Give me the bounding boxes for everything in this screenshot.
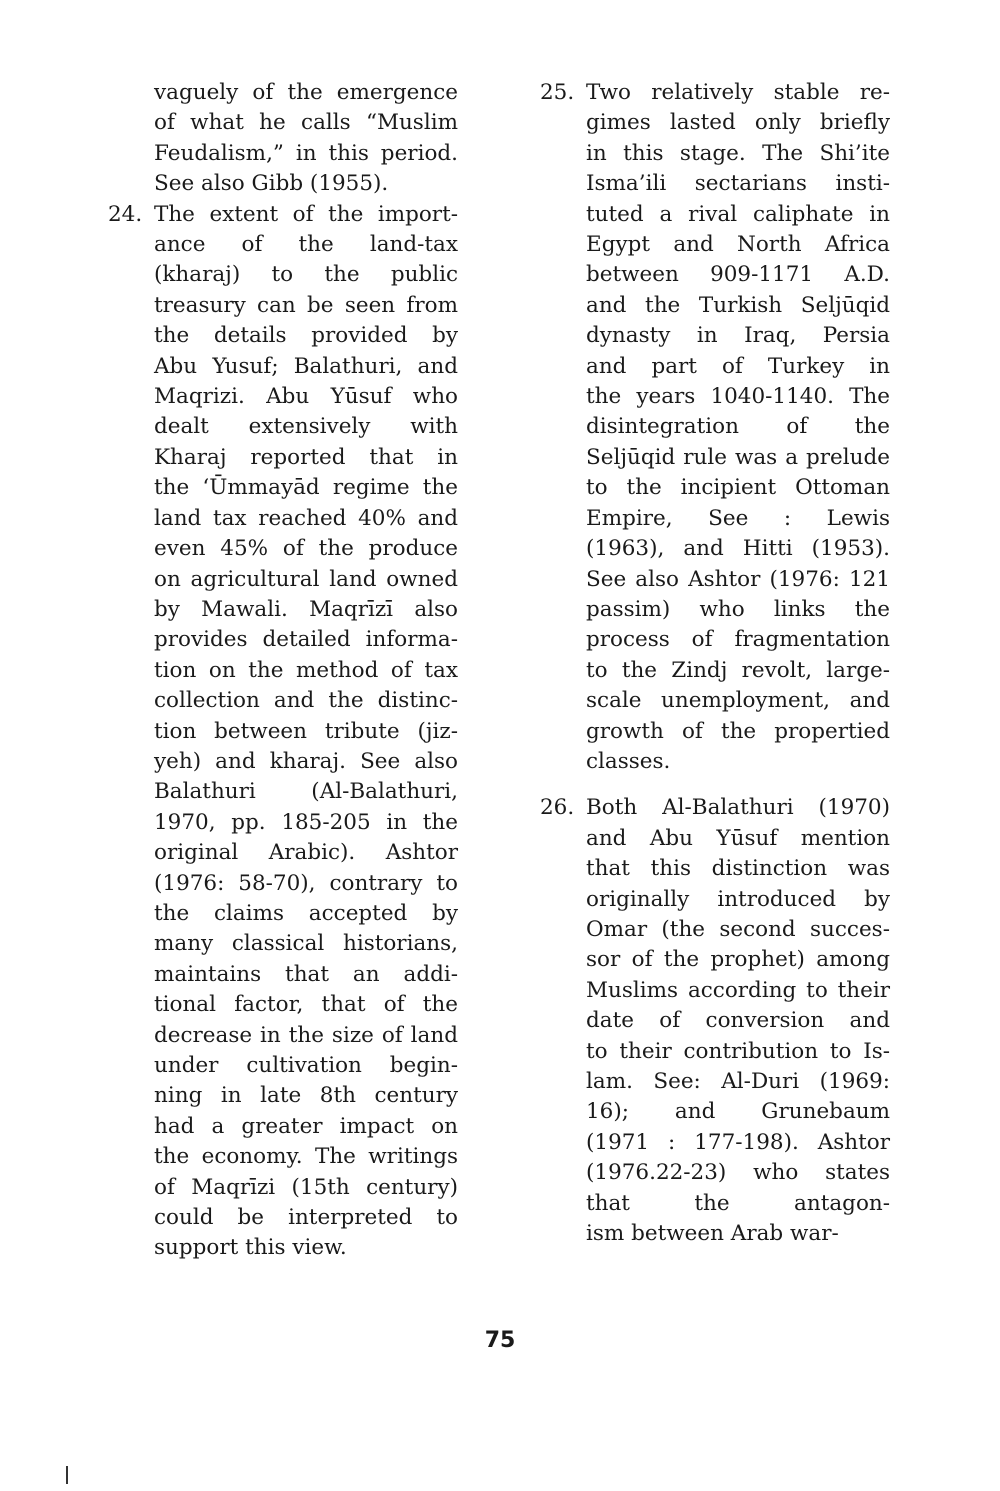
text-line: original Arabic). Ashtor [154,840,458,866]
text-line: support this view. [154,1235,347,1261]
text-line: had a greater impact on [154,1113,458,1139]
text-line: between 909-1171 A.D. [586,262,890,288]
text-line: the years 1040-1140. The [586,384,890,410]
footnote-continuation [108,78,458,200]
text-line: ance of the land-tax [154,232,458,258]
text-line: (kharaj) to the public [154,262,458,288]
text-line: See also Gibb (1955). [154,171,389,197]
text-line: to their contribution to Is- [586,1038,890,1064]
text-line: originally introduced by [586,886,890,912]
text-line: the economy. The writings [154,1144,458,1170]
text-line: tion on the method of tax [154,657,458,683]
text-line: the claims accepted by [154,900,458,926]
text-line: could be interpreted to [154,1205,458,1231]
text-line: yeh) and kharaj. See also [154,748,458,774]
text-line: the ‘Ūmmayād regime the [154,475,458,501]
text-line: and part of Turkey in [586,353,890,379]
text-line: Empire, See : Lewis [586,505,890,531]
text-line: under cultivation begin- [154,1053,458,1078]
text-line: that the antagon- [586,1190,890,1216]
text-line: even 45% of the produce [154,536,458,562]
text-line: on agricultural land owned [154,566,458,592]
footnote-26 [540,793,890,1249]
text-line: process of fragmentation [586,627,890,653]
text-line: ism between Arab war- [586,1221,839,1247]
text-line: passim) who links the [586,596,890,622]
text-line: The extent of the import- [154,201,458,227]
text-line: and Abu Yūsuf mention [586,825,890,851]
text-line: lam. See: Al-Duri (1969: [586,1069,890,1094]
text-line: Egypt and North Africa [586,232,890,258]
text-line: by Mawali. Maqrīzī also [154,596,458,622]
text-line: (1976: 58-70), contrary to [154,870,458,896]
text-line: 1970, pp. 185-205 in the [154,809,458,835]
text-line: Both Al-Balathuri (1970) [586,795,890,821]
text-line: to the incipient Ottoman [586,475,890,501]
text-line: (1976.22-23) who states [586,1160,890,1186]
text-line: (1971 : 177-198). Ashtor [586,1129,890,1155]
text-line: Maqrizi. Abu Yūsuf who [154,384,458,410]
left-column [108,78,458,1264]
footnote-25 [540,78,890,777]
text-line: tion between tribute (jiz- [154,718,458,744]
text-line: maintains that an addi- [154,961,458,987]
text-line: scale unemployment, and [586,688,890,714]
right-column [540,78,890,1249]
text-line: in this stage. The Shi’ite [586,140,890,166]
text-line: vaguely of the emergence [154,80,458,105]
margin-mark [66,1466,68,1484]
footnote-number: 25. [540,80,575,105]
text-line: provides detailed informa- [154,627,458,653]
text-line: growth of the propertied [586,718,890,744]
text-line: many classical historians, [154,931,458,957]
text-line: date of conversion and [586,1008,890,1034]
footnote-gap [540,777,890,793]
text-line: dealt extensively with [154,414,458,440]
page-number: 75 [484,1328,516,1353]
footnote-body [154,200,458,1264]
text-line: of Maqrīzi (15th century) [154,1174,458,1200]
text-line: See also Ashtor (1976: 121 [586,566,890,592]
footnote-body [586,793,890,1249]
text-line: Isma’ili sectarians insti- [586,171,890,197]
footnote-24 [108,200,458,1264]
text-line: and the Turkish Seljūqid [586,292,890,318]
text-line: sor of the prophet) among [586,947,890,973]
text-line: (1963), and Hitti (1953). [586,536,890,562]
text-line: Kharaj reported that in [154,444,458,470]
text-line: dynasty in Iraq, Persia [586,323,890,349]
text-line: Muslims according to their [586,977,890,1003]
text-line: Two relatively stable re- [586,80,890,105]
text-line: Seljūqid rule was a prelude [586,444,890,470]
text-line: Balathuri (Al-Balathuri, [154,779,458,805]
text-line: Abu Yusuf; Balathuri, and [154,353,458,379]
text-line: of what he calls “Muslim [154,110,458,136]
text-line: land tax reached 40% and [154,505,458,531]
footnote-number: 24. [108,201,143,227]
footnote-body [586,78,890,777]
text-line: 16); and Grunebaum [586,1099,890,1125]
text-line: Feudalism,” in this period. [154,140,458,166]
text-line: the details provided by [154,323,458,349]
text-line: decrease in the size of land [154,1022,458,1048]
text-line: tional factor, that of the [154,992,458,1018]
text-line: Omar (the second succes- [586,916,890,942]
text-line: tuted a rival caliphate in [586,201,890,227]
text-line: to the Zindj revolt, large- [586,657,890,683]
text-line: disintegration of the [586,414,890,440]
text-line: collection and the distinc- [154,688,458,714]
text-line: gimes lasted only briefly [586,110,890,136]
text-line: classes. [586,748,671,774]
text-line: treasury can be seen from [154,292,458,318]
text-line: that this distinction was [586,856,890,882]
footnote-number: 26. [540,795,575,821]
text-line: ning in late 8th century [154,1083,458,1109]
